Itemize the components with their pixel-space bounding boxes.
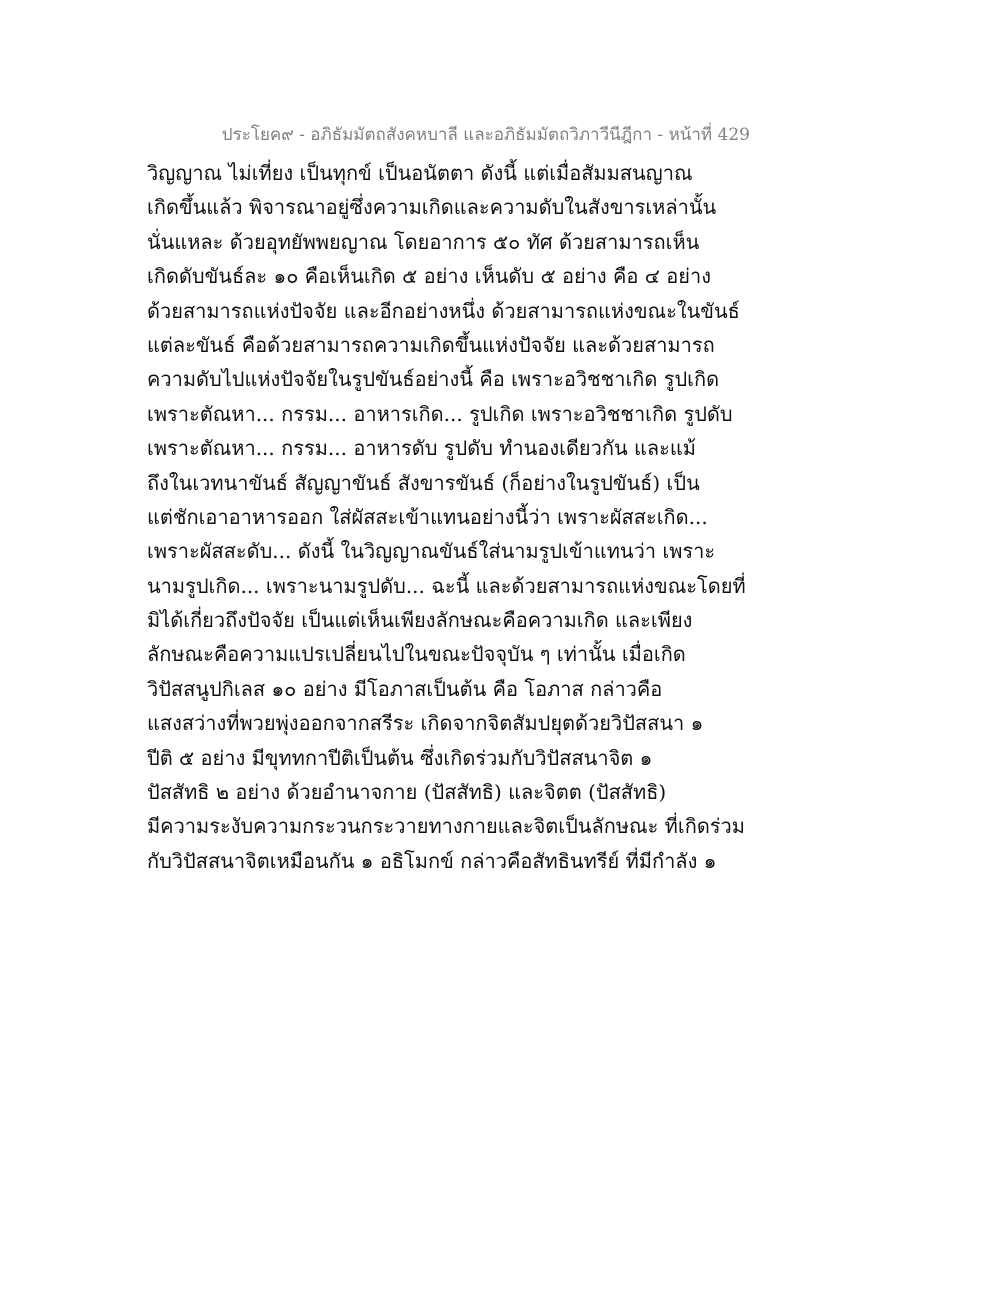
text-line: เกิดดับขันธ์ละ ๑๐ คือเห็นเกิด ๕ อย่าง เห็นดับ ๕ อย่าง คือ ๔ อย่าง: [147, 264, 712, 289]
text-line: กับวิปัสสนาจิตเหมือนกัน ๑ อธิโมกข์ กล่าวคือสัทธินทรีย์ ที่มีกำลัง ๑: [147, 848, 717, 873]
text-line: ปัสสัทธิ ๒ อย่าง ด้วยอำนาจกาย (ปัสสัทธิ) และจิตต (ปัสสัทธิ): [147, 780, 667, 805]
text-line: เพราะตัณหา... กรรม... อาหารเกิด... รูปเกิด เพราะอวิชชาเกิด รูปดับ: [147, 401, 733, 426]
text-line: เพราะตัณหา... กรรม... อาหารดับ รูปดับ ทำนองเดียวกัน และแม้: [147, 436, 696, 461]
text-line: เกิดขึ้นแล้ว พิจารณาอยู่ซึ่งความเกิดและความดับในสังขารเหล่านั้น: [147, 195, 717, 220]
text-line: ปีติ ๕ อย่าง มีขุททกาปีติเป็นต้น ซึ่งเกิดร่วมกับวิปัสสนาจิต ๑: [147, 745, 653, 770]
running-header: ประโยค๙ - อภิธัมมัตถสังคหบาลี และอภิธัมมัตถวิภาวีนีฎีกา - หน้าที่ 429: [221, 125, 750, 145]
text-line: วิญญาณ ไม่เที่ยง เป็นทุกข์ เป็นอนัตตา ดังนี้ แต่เมื่อสัมมสนญาณ: [147, 161, 693, 185]
text-line: มิได้เกี่ยวถึงปัจจัย เป็นแต่เห็นเพียงลักษณะคือความเกิด และเพียง: [147, 608, 693, 633]
text-line: นามรูปเกิด... เพราะนามรูปดับ... ฉะนี้ และด้วยสามารถแห่งขณะโดยที่: [147, 573, 746, 598]
text-line: ด้วยสามารถแห่งปัจจัย และอีกอย่างหนึ่ง ด้วยสามารถแห่งขณะในขันธ์: [147, 298, 740, 323]
text-line: ความดับไปแห่งปัจจัยในรูปขันธ์อย่างนี้ คือ เพราะอวิชชาเกิด รูปเกิด: [147, 367, 720, 392]
text-line: แต่ชักเอาอาหารออก ใส่ผัสสะเข้าแทนอย่างนี้ว่า เพราะผัสสะเกิด...: [147, 504, 708, 529]
text-line: เพราะผัสสะดับ... ดังนี้ ในวิญญาณขันธ์ใส่นามรูปเข้าแทนว่า เพราะ: [147, 539, 716, 564]
text-line: แต่ละขันธ์ คือด้วยสามารถความเกิดขึ้นแห่งปัจจัย และด้วยสามารถ: [147, 332, 715, 357]
text-line: นั่นแหละ ด้วยอุทยัพพยญาณ โดยอาการ ๕๐ ทัศ ด้วยสามารถเห็น: [147, 229, 700, 254]
body-text: [147, 156, 747, 878]
text-line: แสงสว่างที่พวยพุ่งออกจากสรีระ เกิดจากจิตสัมปยุตด้วยวิปัสสนา ๑: [147, 711, 704, 736]
text-line: วิปัสสนูปกิเลส ๑๐ อย่าง มีโอภาสเป็นต้น คือ โอภาส กล่าวคือ: [147, 676, 663, 701]
text-line: มีความระงับความกระวนกระวายทางกายและจิตเป็นลักษณะ ที่เกิดร่วม: [147, 814, 745, 839]
text-line: ลักษณะคือความแปรเปลี่ยนไปในขณะปัจจุบัน ๆ เท่านั้น เมื่อเกิด: [147, 642, 686, 667]
text-line: ถึงในเวทนาขันธ์ สัญญาขันธ์ สังขารขันธ์ (ก็อย่างในรูปขันธ์) เป็น: [147, 470, 700, 495]
